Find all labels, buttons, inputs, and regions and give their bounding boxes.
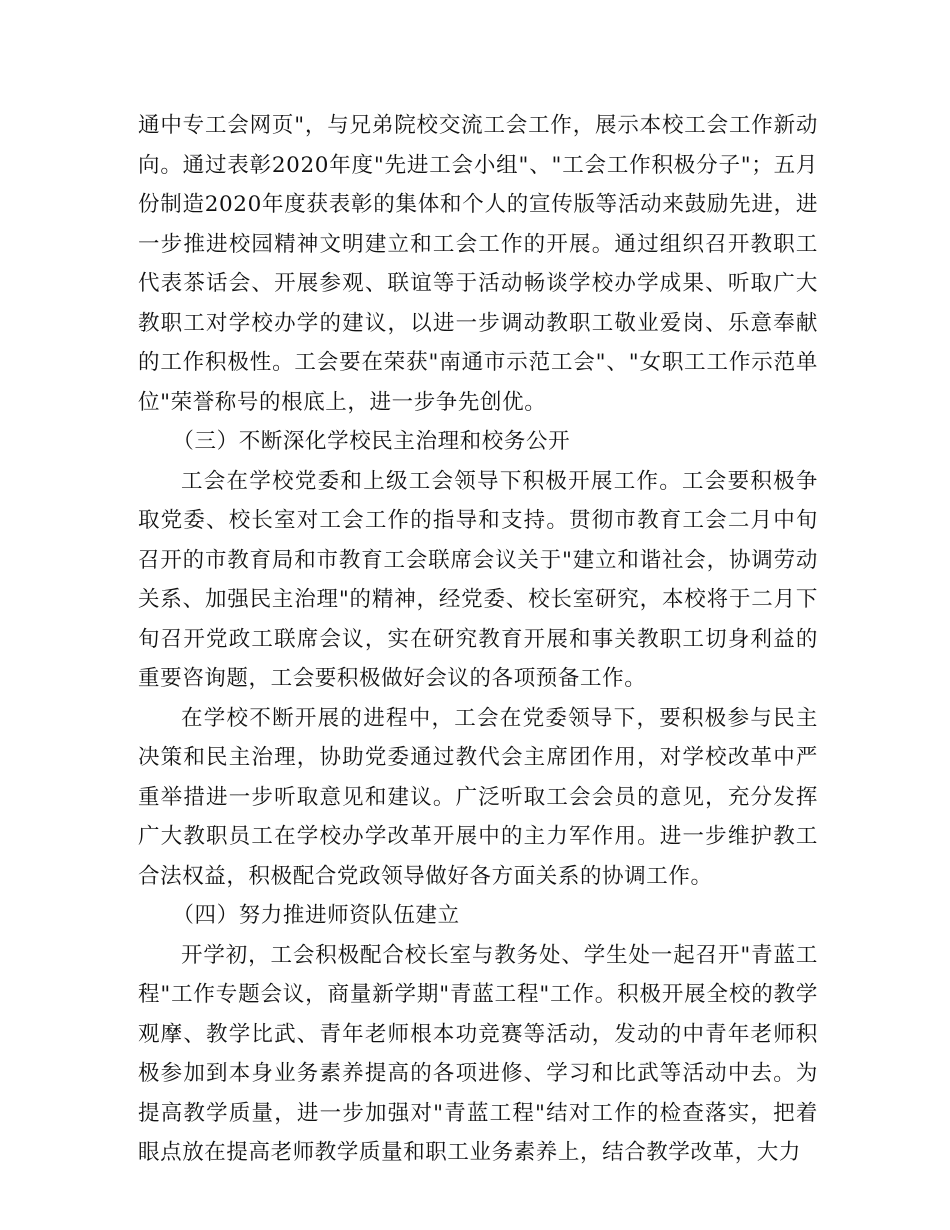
paragraph: 工会在学校党委和上级工会领导下积极开展工作。工会要积极争取党委、校长室对工会工作的指导和支持。贯彻市教育工会二月中旬召开的市教育局和市教育工会联席会议关于"建立和谐社会，协调劳动关系、加强民主治理"的精神，经党委、校长室研究，本校将于二月下旬召开党政工联席会议，实在研究教育开展和事关教职工切身利益的重要咨询题，工会要积极做好会议的各项预备工作。 <box>138 468 818 691</box>
document-body <box>138 106 818 1173</box>
paragraph-continued: 通中专工会网页"，与兄弟院校交流工会工作，展示本校工会工作新动向。通过表彰2020年度"先进工会小组"、"工会工作积极分子"；五月份制造2020年度获表彰的集体和个人的宣传版等活动来鼓励先进，进一步推进校园精神文明建立和工会工作的开展。通过组织召开教职工代表茶话会、开展参观、联谊等于活动畅谈学校办学成果、听取广大教职工对学校办学的建议，以进一步调动教职工敬业爱岗、乐意奉献的工作积极性。工会要在荣获"南通市示范工会"、"女职工工作示范单位"荣誉称号的根底上，进一步争先创优。 <box>138 113 818 415</box>
section-heading-4: （四）努力推进师资队伍建立 <box>172 903 460 928</box>
section-heading-3: （三）不断深化学校民主治理和校务公开 <box>172 429 571 454</box>
paragraph: 开学初，工会积极配合校长室与教务处、学生处一起召开"青蓝工程"工作专题会议，商量新学期"青蓝工程"工作。积极开展全校的教学观摩、教学比武、青年老师根本功竞赛等活动，发动的中青年老师积极参加到本身业务素养提高的各项进修、学习和比武等活动中去。为提高教学质量，进一步加强对"青蓝工程"结对工作的检查落实，把着眼点放在提高老师教学质量和职工业务素养上，结合教学改革，大力 <box>138 942 818 1165</box>
paragraph: 在学校不断开展的进程中，工会在党委领导下，要积极参与民主决策和民主治理，协助党委通过教代会主席团作用，对学校改革中严重举措进一步听取意见和建议。广泛听取工会会员的意见，充分发挥广大教职员工在学校办学改革开展中的主力军作用。进一步维护教工合法权益，积极配合党政领导做好各方面关系的协调工作。 <box>138 705 818 889</box>
